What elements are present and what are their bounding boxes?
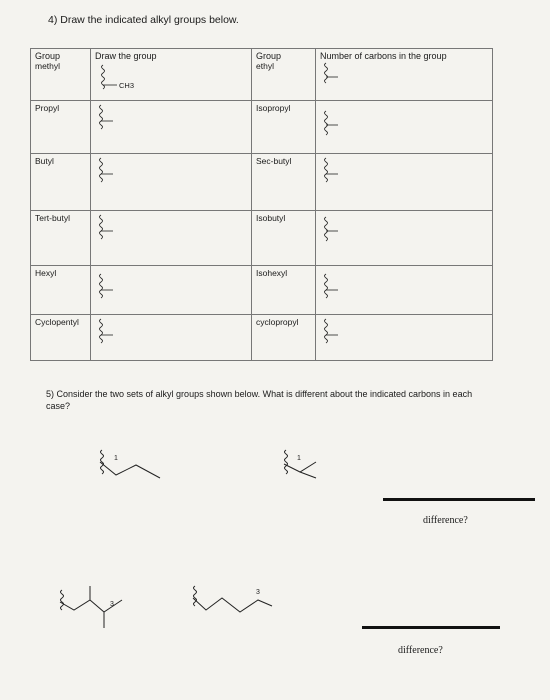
right-group-label: Isobutyl (252, 210, 316, 265)
set1-left-label: 1 (114, 455, 118, 462)
question-4-title: 4) Draw the indicated alkyl groups below. (48, 14, 239, 26)
set1-right-label: 1 (297, 455, 301, 462)
right-group-label: cyclopropyl (252, 314, 316, 360)
set2-left-label: 3 (110, 601, 114, 608)
set2-right-label: 3 (256, 589, 260, 596)
answer-line-1 (383, 498, 535, 501)
left-group-label: Tert-butyl (31, 210, 91, 265)
carbon-count-header: Number of carbons in the group (320, 51, 447, 61)
group-header: Group (35, 51, 61, 61)
right-group-label: Isohexyl (252, 265, 316, 314)
right-group-label: ethyl (256, 61, 274, 71)
right-group-label: Sec-butyl (252, 154, 316, 210)
group-header-right: Group (256, 51, 282, 61)
answer-line-2 (362, 626, 500, 629)
right-group-label: Isopropyl (252, 101, 316, 154)
left-group-label: Propyl (31, 101, 91, 154)
left-group-label: Butyl (31, 154, 91, 210)
methyl-example-label: CH3 (119, 81, 135, 90)
question-5-text: 5) Consider the two sets of alkyl groups shown below. What is different about the indicated carbons in each case? (46, 389, 473, 411)
set1-left-structure (100, 450, 160, 478)
left-group-label: Cyclopentyl (31, 314, 91, 360)
left-group-label: methyl (35, 61, 61, 71)
left-group-label: Hexyl (31, 265, 91, 314)
difference-label-2: difference? (398, 645, 443, 656)
difference-label-1: difference? (423, 515, 468, 526)
set2-right-structure (193, 586, 272, 612)
draw-header: Draw the group (95, 51, 157, 61)
